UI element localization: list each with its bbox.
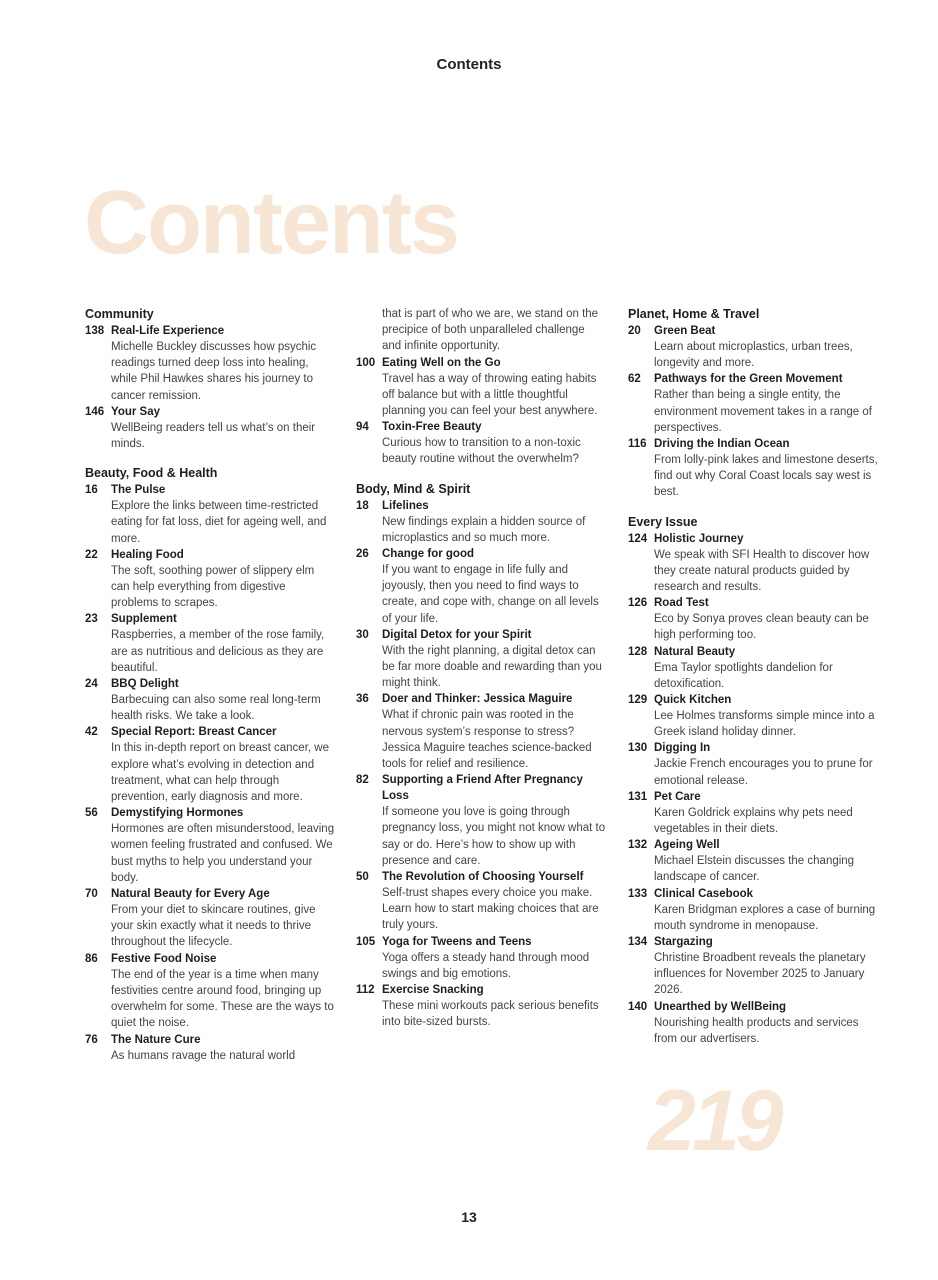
- entry-description: These mini workouts pack serious benefits into bite-sized bursts.: [382, 1000, 599, 1029]
- entry-page-number: 132: [628, 839, 648, 852]
- contents-entry[interactable]: [628, 531, 878, 596]
- entry-page-number: 116: [628, 438, 647, 451]
- entry-page-number: 16: [85, 484, 98, 497]
- entry-page-number: 133: [628, 887, 648, 900]
- entry-description: We speak with SFI Health to discover how they create natural products guided by research and results.: [654, 548, 870, 594]
- entry-page-number: 128: [628, 645, 648, 658]
- entry-title: The Pulse: [111, 484, 166, 497]
- entry-title: Digging In: [654, 742, 711, 755]
- entry-page-number: 24: [85, 678, 98, 691]
- entry-description: Lee Holmes transforms simple mince into a Greek island holiday dinner.: [654, 710, 875, 739]
- entry-page-number: 138: [85, 325, 105, 337]
- contents-entry[interactable]: [628, 789, 878, 837]
- entry-page-number: 18: [356, 499, 369, 512]
- contents-entry[interactable]: [356, 498, 606, 546]
- entry-description: Michael Elstein discusses the changing landscape of cancer.: [654, 855, 855, 884]
- contents-entry[interactable]: [356, 627, 606, 692]
- entry-page-number: 56: [85, 807, 98, 820]
- section-title: Planet, Home & Travel: [628, 307, 760, 321]
- entry-page-number: 124: [628, 532, 648, 545]
- entry-title: Festive Food Noise: [111, 952, 217, 965]
- contents-column-2: [356, 306, 606, 1044]
- entry-description-continued: that is part of who we are, we stand on the precipice of both unparalleled challenge and infinite opportunity.: [382, 308, 599, 353]
- entry-page-number: 146: [85, 405, 105, 418]
- entry-title: Digital Detox for your Spirit: [382, 628, 532, 641]
- entry-title: BBQ Delight: [111, 678, 179, 691]
- entry-title: Demystifying Hormones: [111, 807, 244, 820]
- contents-entry[interactable]: [85, 676, 335, 724]
- entry-description: Christine Broadbent reveals the planetary influences for November 2025 to January 2026.: [654, 952, 866, 997]
- contents-entry[interactable]: [85, 482, 335, 547]
- contents-entry[interactable]: [628, 692, 878, 740]
- entry-page-number: 129: [628, 694, 648, 707]
- entry-title: Supporting a Friend After Pregnancy Loss: [382, 774, 583, 803]
- entry-description: Rather than being a single entity, the environment movement takes in a range of perspectives.: [654, 389, 872, 434]
- entry-description: The soft, soothing power of slippery elm can help everything from digestive problems to scrapes.: [111, 564, 315, 610]
- entry-title: Doer and Thinker: Jessica Maguire: [382, 693, 573, 706]
- running-title: Contents: [436, 56, 502, 73]
- contents-entry[interactable]: [628, 740, 878, 788]
- entry-title: Driving the Indian Ocean: [654, 438, 790, 451]
- entry-description: Jackie French encourages you to prune for emotional release.: [654, 758, 873, 787]
- contents-column-3: [628, 306, 878, 1060]
- issue-number-decoration: 219: [648, 1073, 780, 1169]
- contents-entry[interactable]: [628, 371, 878, 436]
- entry-title: Unearthed by WellBeing: [654, 1000, 787, 1013]
- contents-entry[interactable]: [85, 805, 335, 886]
- contents-entry[interactable]: [628, 886, 878, 934]
- contents-entry[interactable]: [85, 547, 335, 612]
- contents-entry[interactable]: [356, 982, 606, 1030]
- entry-page-number: 131: [628, 790, 648, 803]
- entry-page-number: 100: [356, 356, 376, 369]
- entry-description: Self-trust shapes every choice you make. Learn how to start making choices that are truly yours.: [382, 887, 599, 932]
- entry-description: Nourishing health products and services from our advertisers.: [654, 1016, 859, 1045]
- entry-title: Your Say: [111, 405, 160, 418]
- contents-entry[interactable]: [628, 934, 878, 999]
- contents-entry[interactable]: [628, 595, 878, 643]
- page-number: 13: [461, 1209, 477, 1225]
- entry-description: Explore the links between time-restricted eating for fat loss, diet for ageing well, and more.: [111, 500, 327, 545]
- contents-section: [628, 306, 878, 501]
- entry-title: Natural Beauty: [654, 645, 736, 658]
- contents-entry[interactable]: [85, 1032, 335, 1064]
- contents-entry[interactable]: [628, 436, 878, 501]
- contents-entry[interactable]: [85, 323, 335, 404]
- entry-description: WellBeing readers tell us what’s on their minds.: [111, 421, 316, 451]
- entry-title: The Nature Cure: [111, 1033, 201, 1046]
- entry-title: Real-Life Experience: [111, 325, 225, 337]
- contents-entry[interactable]: [356, 869, 606, 934]
- contents-entry[interactable]: [356, 419, 606, 467]
- entry-description: What if chronic pain was rooted in the nervous system’s response to stress? Jessica Maguire teaches science-backed tools for relief and resilience.: [382, 709, 592, 771]
- contents-entry[interactable]: [628, 323, 878, 371]
- entry-page-number: 134: [628, 936, 648, 949]
- contents-entry[interactable]: [628, 644, 878, 692]
- contents-entry[interactable]: [628, 999, 878, 1047]
- entry-title: Clinical Casebook: [654, 887, 754, 900]
- entry-description: Karen Goldrick explains why pets need vegetables in their diets.: [654, 806, 853, 836]
- entry-page-number: 22: [85, 548, 98, 561]
- entry-title: Natural Beauty for Every Age: [111, 888, 270, 901]
- entry-title: Toxin-Free Beauty: [382, 421, 482, 434]
- contents-section: [85, 465, 335, 1063]
- entry-title: Yoga for Tweens and Teens: [382, 935, 532, 948]
- entry-page-number: 76: [85, 1033, 98, 1046]
- entry-description: Yoga offers a steady hand through mood swings and big emotions.: [382, 951, 590, 980]
- entry-page-number: 62: [628, 373, 641, 386]
- entry-description: With the right planning, a digital detox can be far more doable and rewarding than you might think.: [382, 644, 602, 690]
- entry-page-number: 86: [85, 952, 98, 965]
- entry-description: New findings explain a hidden source of microplastics and so much more.: [382, 515, 586, 544]
- entry-description: Karen Bridgman explores a case of burning mouth syndrome in menopause.: [654, 903, 876, 932]
- entry-description: Travel has a way of throwing eating habits off balance but with a little thoughtful planning you can feel your best anywhere.: [382, 372, 598, 418]
- entry-title: Road Test: [654, 597, 709, 610]
- entry-page-number: 94: [356, 421, 369, 434]
- contents-section: [628, 514, 878, 1047]
- entry-description: Learn about microplastics, urban trees, longevity and more.: [654, 341, 853, 370]
- entry-description: Raspberries, a member of the rose family, are as nutritious and delicious as they are beautiful.: [111, 629, 325, 674]
- section-title: Body, Mind & Spirit: [356, 481, 471, 496]
- entry-page-number: 112: [356, 984, 375, 997]
- entry-description: From lolly-pink lakes and limestone deserts, find out why Coral Coast locals say west is best.: [654, 454, 878, 499]
- entry-description: Eco by Sonya proves clean beauty can be high performing too.: [654, 613, 869, 642]
- entry-page-number: 105: [356, 935, 376, 948]
- contents-section: [356, 355, 606, 468]
- entry-page-number: 30: [356, 628, 369, 641]
- contents-entry[interactable]: [356, 546, 606, 627]
- section-title: Beauty, Food & Health: [85, 466, 218, 481]
- entry-description: Ema Taylor spotlights dandelion for detoxification.: [654, 661, 833, 690]
- contents-section: [356, 481, 606, 1031]
- entry-title: Ageing Well: [654, 839, 720, 852]
- contents-entry[interactable]: [356, 772, 606, 869]
- entry-page-number: 36: [356, 693, 369, 706]
- entry-page-number: 82: [356, 774, 369, 787]
- entry-page-number: 130: [628, 742, 648, 755]
- entry-title: Pathways for the Green Movement: [654, 373, 843, 386]
- entry-page-number: 26: [356, 548, 369, 561]
- contents-entry[interactable]: [356, 934, 606, 982]
- entry-title: Stargazing: [654, 936, 713, 949]
- contents-column-1: [85, 306, 335, 1077]
- entry-description: Michelle Buckley discusses how psychic readings turned deep loss into healing, while Phil Hawkes shares his journey to cancer remission.: [111, 341, 317, 402]
- entry-page-number: 140: [628, 1000, 648, 1013]
- contents-entry[interactable]: [356, 691, 606, 772]
- entry-description: Hormones are often misunderstood, leaving women feeling frustrated and confused. We bust myths to help you understand your body.: [111, 823, 335, 884]
- entry-title: Quick Kitchen: [654, 694, 732, 707]
- entry-title: Special Report: Breast Cancer: [111, 726, 277, 739]
- entry-description: In this in-depth report on breast cancer, we explore what’s evolving in detection and treatment, what can help through prevention, early diagnosis and more.: [111, 742, 329, 804]
- entry-title: Eating Well on the Go: [382, 356, 501, 369]
- contents-section: [85, 306, 335, 452]
- entry-page-number: 126: [628, 597, 648, 610]
- entry-title: The Revolution of Choosing Yourself: [382, 871, 584, 884]
- page-title: Contents: [84, 173, 458, 273]
- entry-description: If you want to engage in life fully and joyously, then you need to find ways to create, and cope with, change on all levels of your life.: [382, 564, 599, 625]
- entry-description: If someone you love is going through pregnancy loss, you might not know what to say or do. Here’s how to show up with presence and care.: [382, 806, 606, 867]
- contents-entry[interactable]: [85, 951, 335, 1032]
- section-title: Community: [85, 307, 154, 321]
- entry-title: Exercise Snacking: [382, 984, 484, 997]
- contents-entry[interactable]: [85, 404, 335, 452]
- entry-description: Barbecuing can also some real long-term health risks. We take a look.: [111, 694, 321, 723]
- entry-description: As humans ravage the natural world: [111, 1049, 296, 1062]
- contents-entry[interactable]: [85, 724, 335, 805]
- entry-title: Healing Food: [111, 548, 184, 561]
- entry-title: Pet Care: [654, 790, 701, 803]
- entry-title: Change for good: [382, 548, 474, 561]
- entry-title: Lifelines: [382, 499, 429, 512]
- entry-description: The end of the year is a time when many festivities centre around food, bringing up overwhelm for some. These are the ways to quiet the noise.: [111, 968, 334, 1030]
- contents-entry[interactable]: [85, 886, 335, 951]
- contents-entry[interactable]: [356, 355, 606, 420]
- contents-entry[interactable]: [628, 837, 878, 885]
- entry-page-number: 50: [356, 871, 369, 884]
- entry-page-number: 20: [628, 325, 641, 337]
- entry-page-number: 70: [85, 888, 98, 901]
- entry-title: Green Beat: [654, 325, 716, 337]
- entry-page-number: 42: [85, 726, 98, 739]
- entry-title: Supplement: [111, 613, 177, 626]
- section-title: Every Issue: [628, 514, 698, 529]
- entry-description: Curious how to transition to a non-toxic beauty routine without the overwhelm?: [382, 437, 581, 466]
- contents-entry[interactable]: [85, 611, 335, 676]
- entry-description: From your diet to skincare routines, give your skin exactly what it needs to thrive throughout the lifecycle.: [111, 904, 316, 949]
- entry-page-number: 23: [85, 613, 98, 626]
- entry-title: Holistic Journey: [654, 532, 744, 545]
